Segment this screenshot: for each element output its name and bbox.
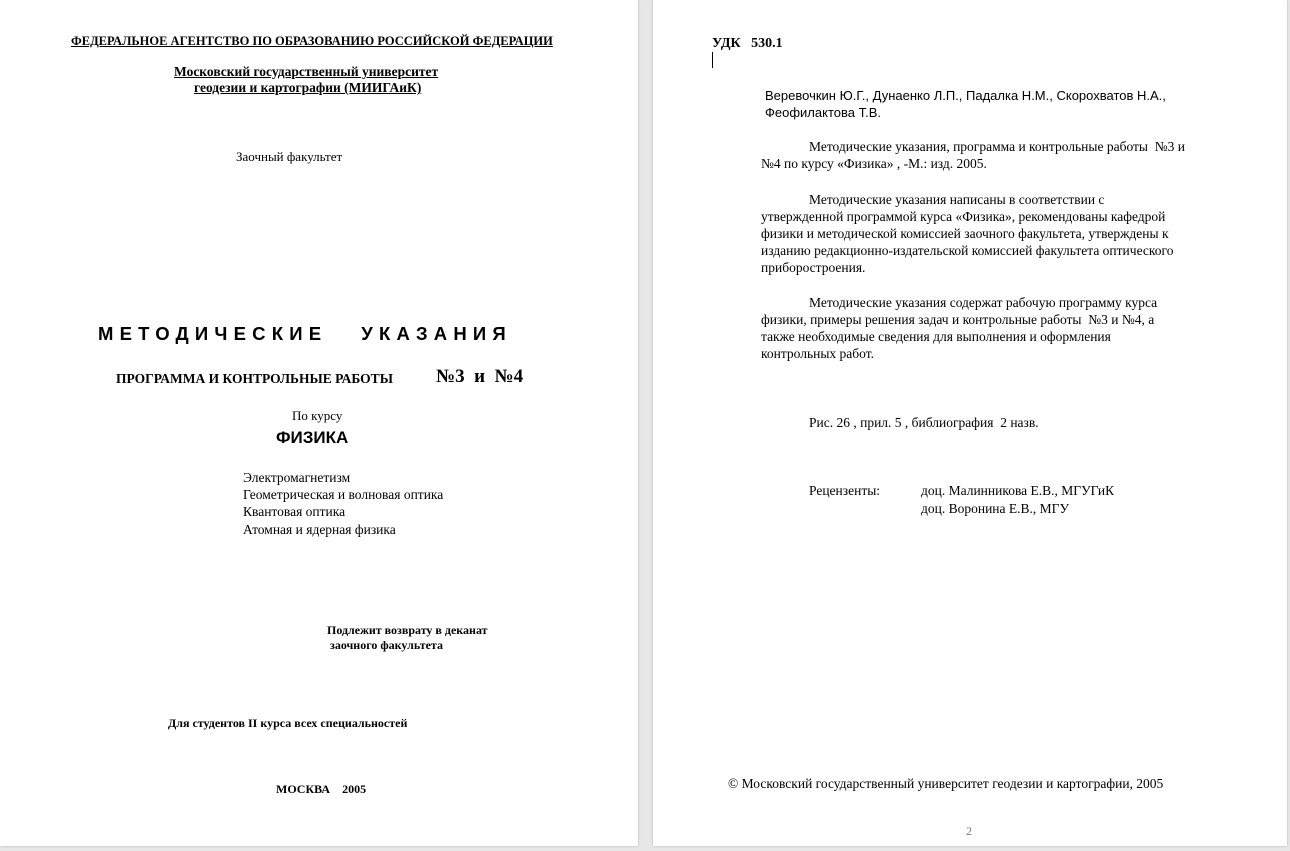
copyright-notice: © Московский государственный университет геодезии и картографии, 2005 (728, 776, 1164, 791)
course-label: По курсу (292, 408, 343, 423)
bibliographic-stats: Рис. 26 , прил. 5 , библиография 2 назв. (809, 415, 1039, 430)
topic-item: Квантовая оптика (243, 504, 346, 519)
paragraph-line: также необходимые сведения для выполнения и оформления (761, 329, 1111, 344)
reviewers-label: Рецензенты: (809, 483, 881, 498)
reviewer-item: доц. Малинникова Е.В., МГУГиК (921, 483, 1115, 498)
return-note-line-2: заочного факультета (330, 638, 443, 652)
page-number: 2 (966, 824, 972, 838)
course-name: ФИЗИКА (276, 428, 349, 447)
left-page (0, 0, 638, 846)
paragraph-line: приборостроения. (761, 260, 866, 275)
paragraph-line: №4 по курсу «Физика» , -М.: изд. 2005. (761, 156, 987, 171)
authors-line-1: Веревочкин Ю.Г., Дунаенко Л.П., Падалка Н.М., Скорохватов Н.А., (765, 88, 1166, 103)
topic-item: Атомная и ядерная физика (243, 522, 396, 537)
university-line-2: геодезии и картографии (МИИГАиК) (194, 80, 422, 95)
paragraph-line: Методические указания, программа и контрольные работы №3 и (809, 139, 1185, 154)
authors-line-2: Феофилактова Т.В. (765, 105, 881, 120)
audience-note: Для студентов II курса всех специальностей (168, 716, 408, 730)
return-note-line-1: Подлежит возврату в деканат (327, 623, 488, 637)
agency-heading: ФЕДЕРАЛЬНОЕ АГЕНТСТВО ПО ОБРАЗОВАНИЮ РОССИЙСКОЙ ФЕДЕРАЦИИ (71, 34, 553, 48)
subtitle-text: ПРОГРАММА И КОНТРОЛЬНЫЕ РАБОТЫ (116, 371, 393, 386)
document-title: МЕТОДИЧЕСКИЕ УКАЗАНИЯ (98, 323, 512, 344)
faculty-label: Заочный факультет (236, 149, 343, 164)
paragraph-line: Методические указания написаны в соответствии с (809, 192, 1105, 207)
text-cursor (712, 52, 713, 68)
topic-item: Геометрическая и волновая оптика (243, 487, 444, 502)
paragraph-line: физики, примеры решения задач и контрольные работы №3 и №4, а (761, 312, 1155, 327)
right-page (653, 0, 1287, 846)
university-line-1: Московский государственный университет (174, 64, 439, 79)
reviewer-item: доц. Воронина Е.В., МГУ (921, 501, 1070, 516)
city-year: МОСКВА 2005 (276, 782, 367, 796)
udk-code: УДК 530.1 (712, 36, 783, 51)
paragraph-line: физики и методической комиссией заочного факультета, утверждены к (761, 226, 1169, 241)
paragraph-line: изданию редакционно-издательской комиссией факультета оптического (761, 243, 1174, 258)
topic-item: Электромагнетизм (243, 470, 351, 485)
paragraph-line: Методические указания содержат рабочую программу курса (809, 295, 1158, 310)
paragraph-line: контрольных работ. (761, 346, 874, 361)
subtitle-numbers: №3 и №4 (436, 366, 524, 387)
paragraph-line: утвержденной программой курса «Физика», рекомендованы кафедрой (761, 209, 1166, 224)
